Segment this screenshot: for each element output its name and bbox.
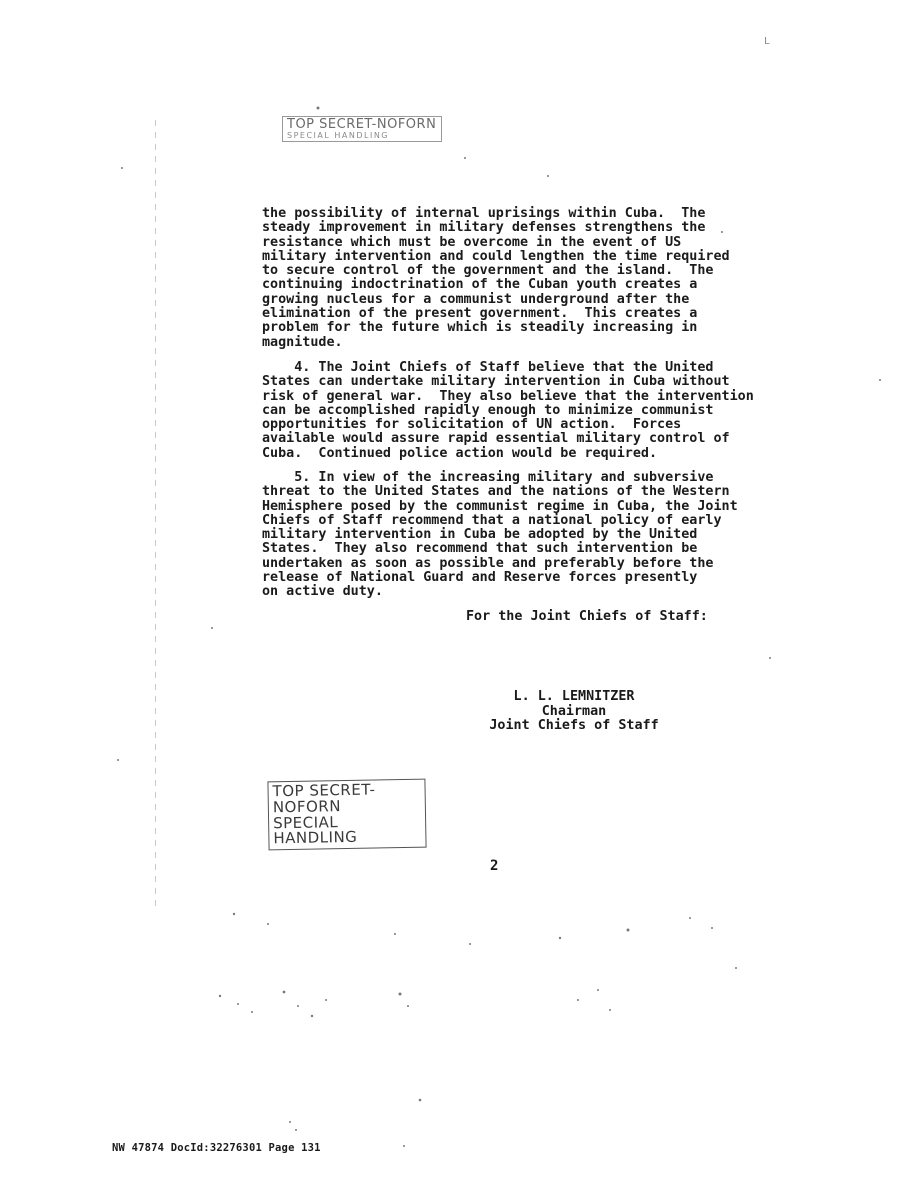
classification-stamp-top [282, 116, 442, 142]
classification-stamp-bottom [267, 779, 426, 851]
stamp-top-line1: TOP SECRET-NOFORN [287, 117, 437, 132]
corner-mark: L [764, 36, 771, 47]
paragraph-continued: the possibility of internal uprisings within Cuba. The steady improvement in military defenses strengthens the resistance which must be overcome in the event of US military intervention and could lengthen the time required to secure control of the government and the island. The continuing indoctrination of the Cuban youth creates a growing nucleus for a communist underground after the elimination of the present government. This creates a problem for the future which is steadily increasing in magnitude. [262, 206, 730, 350]
signatory-org: Joint Chiefs of Staff [489, 718, 659, 733]
left-margin-line [155, 120, 156, 910]
signature-block [474, 690, 674, 734]
signatory-name: L. L. LEMNITZER [513, 689, 635, 704]
paragraph-5: 5. In view of the increasing military and subversive threat to the United States and the nations of the Western Hemisphere posed by the communist regime in Cuba, the Joint Chiefs of Staff recommend that a national policy of early military intervention in Cuba be adopted by the United States. They also recommend that such intervention be undertaken as soon as possible and preferably before the release of National Guard and Reserve forces presently on active duty. [262, 470, 738, 600]
stamp-bottom-line2: SPECIAL HANDLING [272, 812, 358, 848]
signatory-title: Chairman [541, 703, 607, 719]
paragraph-4: 4. The Joint Chiefs of Staff believe that the United States can undertake military intervention in Cuba without risk of general war. They also believe that the intervention can be accomplished rapidly enough to minimize communist opportunities for solicitation of UN action. Forces available would assure rapid essential military control of Cuba. Continued police action would be required. [262, 360, 754, 461]
page-number: 2 [490, 858, 499, 874]
document-footer-id: NW 47874 DocId:32276301 Page 131 [112, 1142, 321, 1154]
closing-line: For the Joint Chiefs of Staff: [466, 609, 708, 624]
stamp-top-line2: SPECIAL HANDLING [287, 130, 390, 140]
stamp-bottom-line1: TOP SECRET-NOFORN [272, 780, 376, 817]
